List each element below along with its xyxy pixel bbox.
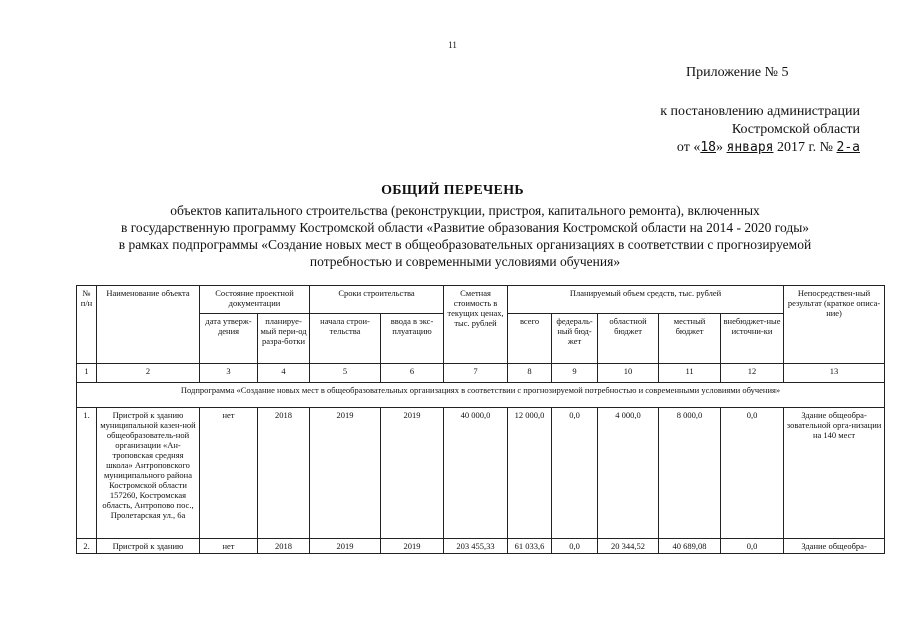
subtitle-line-4: потребностью и современными условиями обучения» [309, 254, 621, 269]
resolution-line-1: к постановлению администрации [660, 104, 860, 119]
resolution-number: 2-а [836, 140, 860, 155]
subprogram-row [77, 383, 885, 408]
row-result: Здание общеобра- [784, 539, 885, 554]
header-terms: Сроки строительства [310, 286, 444, 314]
capital-construction-table [76, 285, 885, 554]
column-number: 8 [508, 364, 552, 383]
date-mid-1: » [716, 140, 727, 155]
row-num: 2. [77, 539, 97, 554]
row-cost: 203 455,33 [444, 539, 508, 554]
column-number: 9 [552, 364, 598, 383]
row-approved: нет [200, 408, 258, 539]
subtitle-line-3: в рамках подпрограммы «Создание новых мест в общеобразовательных организациях в соответствии с прогнозируемой [118, 237, 812, 252]
header-docs-approved: дата утверж-дения [200, 314, 258, 364]
row-commission: 2019 [381, 408, 444, 539]
header-fund-local: местный бюджет [659, 314, 721, 364]
table-header-row [77, 286, 885, 314]
row-regional: 20 344,52 [598, 539, 659, 554]
column-number: 4 [258, 364, 310, 383]
column-number: 2 [97, 364, 200, 383]
table-row [77, 408, 885, 539]
row-federal: 0,0 [552, 408, 598, 539]
column-number: 13 [784, 364, 885, 383]
row-federal: 0,0 [552, 539, 598, 554]
resolution-date-line [600, 139, 860, 157]
column-number: 10 [598, 364, 659, 383]
row-total: 61 033,6 [508, 539, 552, 554]
date-mid-2: 2017 г. № [773, 140, 837, 155]
header-fund-regional: областной бюджет [598, 314, 659, 364]
date-day: 18 [700, 140, 717, 155]
header-terms-commission: ввода в экс-плуатацию [381, 314, 444, 364]
date-prefix: от « [676, 140, 701, 155]
row-object-name: Пристрой к зданию [97, 539, 200, 554]
column-number: 5 [310, 364, 381, 383]
header-fund-total: всего [508, 314, 552, 364]
row-num: 1. [77, 408, 97, 539]
column-number: 1 [77, 364, 97, 383]
header-fund-federal: федераль-ный бюд-жет [552, 314, 598, 364]
row-planned: 2018 [258, 408, 310, 539]
header-terms-start: начала строи-тельства [310, 314, 381, 364]
row-cost: 40 000,0 [444, 408, 508, 539]
row-extra: 0,0 [721, 408, 784, 539]
row-regional: 4 000,0 [598, 408, 659, 539]
header-fund-extra: внебюджет-ные источни-ки [721, 314, 784, 364]
document-title: ОБЩИЙ ПЕРЕЧЕНЬ [381, 183, 524, 198]
column-number: 12 [721, 364, 784, 383]
column-number: 11 [659, 364, 721, 383]
subprogram-title: Подпрограмма «Создание новых мест в общеобразовательных организациях в соответствии с прогнозируемой потребностью и современными условиями обучения» [77, 383, 885, 408]
header-result: Непосредствен-ный результат (краткое описа-ние) [784, 286, 885, 364]
header-docs-planned: планируе-мый пери-од разра-ботки [258, 314, 310, 364]
header-cost: Сметная стоимость в текущих ценах, тыс. рублей [444, 286, 508, 364]
row-planned: 2018 [258, 539, 310, 554]
document-subtitle [60, 202, 870, 270]
header-name: Наименование объекта [97, 286, 200, 364]
header-num: № п/н [77, 286, 97, 364]
row-total: 12 000,0 [508, 408, 552, 539]
row-extra: 0,0 [721, 539, 784, 554]
row-result: Здание общеобра-зовательной орга-низации на 140 мест [784, 408, 885, 539]
page-number: 11 [448, 40, 457, 50]
column-number: 3 [200, 364, 258, 383]
row-approved: нет [200, 539, 258, 554]
column-number: 7 [444, 364, 508, 383]
resolution-block [600, 103, 860, 157]
table-row [77, 539, 885, 554]
column-number: 6 [381, 364, 444, 383]
header-docs: Состояние проектной документации [200, 286, 310, 314]
row-commission: 2019 [381, 539, 444, 554]
column-number-row [77, 364, 885, 383]
subtitle-line-1: объектов капитального строительства (реконструкции, пристроя, капитального ремонта), включенных [170, 203, 760, 218]
row-object-name: Пристрой к зданию муниципальной казен-ной общеобразователь-ной организации «Ан-троповская средняя школа» Антроповского муниципального района Костромской области 157260, Костромская область, Антропово пос., Пролетарская ул., 6а [97, 408, 200, 539]
resolution-line-2: Костромской области [731, 122, 860, 137]
header-funding: Планируемый объем средств, тыс. рублей [508, 286, 784, 314]
row-start: 2019 [310, 408, 381, 539]
appendix-label: Приложение № 5 [686, 65, 789, 80]
date-month: января [726, 140, 774, 155]
row-start: 2019 [310, 539, 381, 554]
row-local: 40 689,08 [659, 539, 721, 554]
subtitle-line-2: в государственную программу Костромской области «Развитие образования Костромской области на 2014 - 2020 годы» [120, 220, 810, 235]
row-local: 8 000,0 [659, 408, 721, 539]
